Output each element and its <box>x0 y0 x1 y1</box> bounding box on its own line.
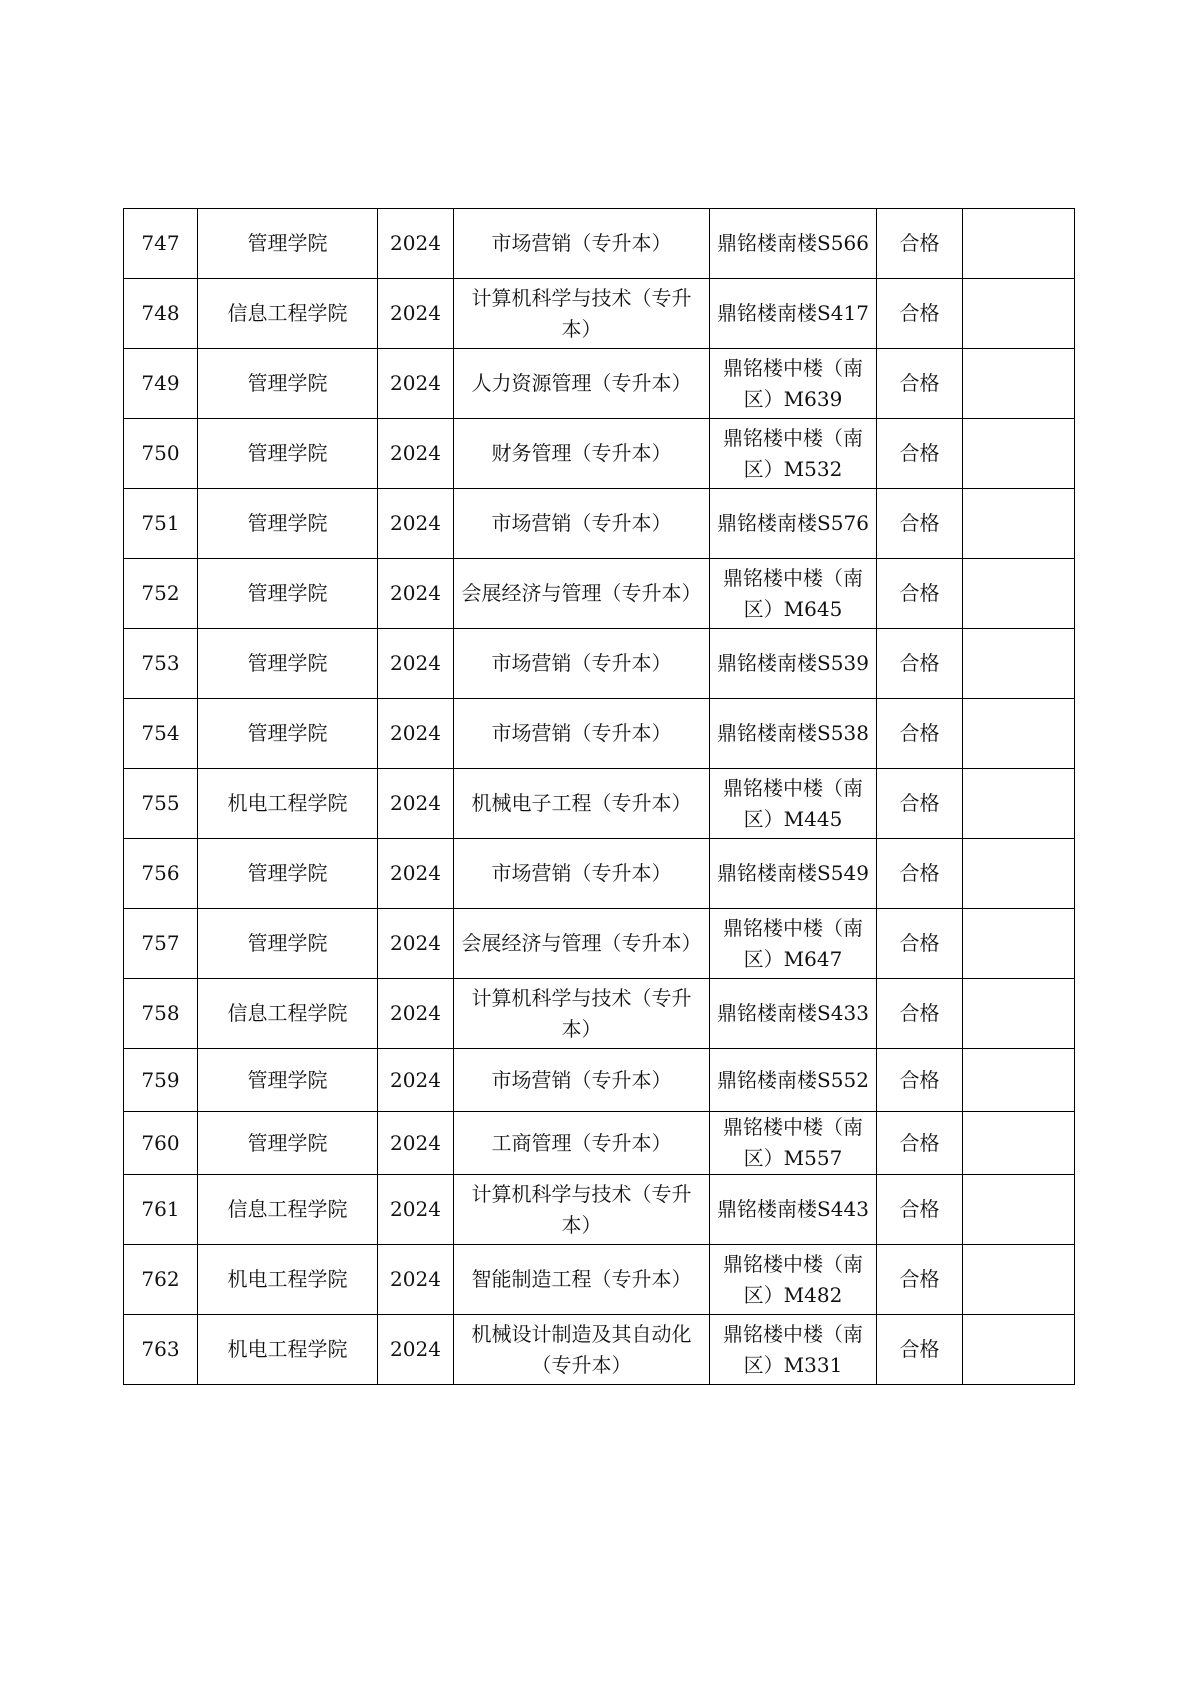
table-row <box>124 979 1075 1049</box>
cell-year: 2024 <box>378 1049 454 1112</box>
cell-room: 鼎铭楼中楼（南区）M645 <box>710 559 877 629</box>
cell-room: 鼎铭楼南楼S539 <box>710 629 877 699</box>
cell-college: 管理学院 <box>198 629 378 699</box>
table-row <box>124 489 1075 559</box>
table-row <box>124 1175 1075 1245</box>
cell-room: 鼎铭楼南楼S443 <box>710 1175 877 1245</box>
table-row <box>124 559 1075 629</box>
cell-major: 智能制造工程（专升本） <box>454 1245 710 1315</box>
cell-college: 管理学院 <box>198 559 378 629</box>
cell-note <box>963 419 1075 489</box>
cell-note <box>963 629 1075 699</box>
table-row <box>124 699 1075 769</box>
cell-note <box>963 559 1075 629</box>
cell-year: 2024 <box>378 349 454 419</box>
cell-number: 750 <box>124 419 198 489</box>
cell-result: 合格 <box>877 419 963 489</box>
cell-major: 市场营销（专升本） <box>454 699 710 769</box>
cell-note <box>963 1049 1075 1112</box>
cell-number: 762 <box>124 1245 198 1315</box>
cell-room: 鼎铭楼南楼S417 <box>710 279 877 349</box>
cell-result: 合格 <box>877 1112 963 1175</box>
cell-note <box>963 279 1075 349</box>
cell-number: 756 <box>124 839 198 909</box>
cell-room: 鼎铭楼中楼（南区）M331 <box>710 1315 877 1385</box>
cell-major: 市场营销（专升本） <box>454 209 710 279</box>
cell-major: 机械设计制造及其自动化（专升本） <box>454 1315 710 1385</box>
cell-year: 2024 <box>378 1245 454 1315</box>
cell-number: 757 <box>124 909 198 979</box>
cell-number: 763 <box>124 1315 198 1385</box>
cell-note <box>963 979 1075 1049</box>
cell-result: 合格 <box>877 1245 963 1315</box>
cell-major: 市场营销（专升本） <box>454 629 710 699</box>
cell-room: 鼎铭楼中楼（南区）M532 <box>710 419 877 489</box>
cell-college: 管理学院 <box>198 209 378 279</box>
table-row <box>124 419 1075 489</box>
table-row <box>124 1112 1075 1175</box>
cell-college: 管理学院 <box>198 909 378 979</box>
cell-college: 管理学院 <box>198 1112 378 1175</box>
cell-college: 管理学院 <box>198 699 378 769</box>
cell-note <box>963 209 1075 279</box>
cell-number: 749 <box>124 349 198 419</box>
cell-note <box>963 909 1075 979</box>
cell-year: 2024 <box>378 1175 454 1245</box>
cell-year: 2024 <box>378 419 454 489</box>
cell-number: 761 <box>124 1175 198 1245</box>
cell-number: 752 <box>124 559 198 629</box>
cell-major: 计算机科学与技术（专升本） <box>454 279 710 349</box>
cell-room: 鼎铭楼南楼S566 <box>710 209 877 279</box>
cell-major: 计算机科学与技术（专升本） <box>454 979 710 1049</box>
cell-college: 信息工程学院 <box>198 1175 378 1245</box>
cell-result: 合格 <box>877 209 963 279</box>
cell-major: 会展经济与管理（专升本） <box>454 909 710 979</box>
cell-year: 2024 <box>378 699 454 769</box>
cell-year: 2024 <box>378 209 454 279</box>
cell-room: 鼎铭楼南楼S552 <box>710 1049 877 1112</box>
cell-result: 合格 <box>877 909 963 979</box>
cell-year: 2024 <box>378 1315 454 1385</box>
table-row <box>124 629 1075 699</box>
cell-college: 管理学院 <box>198 1049 378 1112</box>
cell-result: 合格 <box>877 349 963 419</box>
cell-college: 信息工程学院 <box>198 279 378 349</box>
cell-result: 合格 <box>877 1315 963 1385</box>
cell-note <box>963 1112 1075 1175</box>
cell-note <box>963 839 1075 909</box>
cell-major: 机械电子工程（专升本） <box>454 769 710 839</box>
cell-number: 753 <box>124 629 198 699</box>
cell-number: 759 <box>124 1049 198 1112</box>
cell-room: 鼎铭楼南楼S549 <box>710 839 877 909</box>
cell-result: 合格 <box>877 1049 963 1112</box>
table-row <box>124 839 1075 909</box>
cell-result: 合格 <box>877 769 963 839</box>
cell-college: 机电工程学院 <box>198 769 378 839</box>
cell-year: 2024 <box>378 909 454 979</box>
cell-number: 747 <box>124 209 198 279</box>
cell-major: 工商管理（专升本） <box>454 1112 710 1175</box>
cell-room: 鼎铭楼中楼（南区）M557 <box>710 1112 877 1175</box>
cell-year: 2024 <box>378 629 454 699</box>
student-record-table <box>123 208 1075 1385</box>
cell-college: 管理学院 <box>198 419 378 489</box>
cell-note <box>963 699 1075 769</box>
cell-result: 合格 <box>877 839 963 909</box>
cell-year: 2024 <box>378 1112 454 1175</box>
cell-college: 机电工程学院 <box>198 1245 378 1315</box>
cell-number: 751 <box>124 489 198 559</box>
cell-major: 市场营销（专升本） <box>454 1049 710 1112</box>
cell-note <box>963 1245 1075 1315</box>
cell-room: 鼎铭楼南楼S576 <box>710 489 877 559</box>
cell-college: 管理学院 <box>198 489 378 559</box>
cell-result: 合格 <box>877 489 963 559</box>
cell-major: 市场营销（专升本） <box>454 489 710 559</box>
cell-year: 2024 <box>378 559 454 629</box>
cell-room: 鼎铭楼中楼（南区）M445 <box>710 769 877 839</box>
table-row <box>124 1245 1075 1315</box>
cell-result: 合格 <box>877 629 963 699</box>
table-row <box>124 279 1075 349</box>
cell-room: 鼎铭楼南楼S538 <box>710 699 877 769</box>
cell-number: 755 <box>124 769 198 839</box>
cell-note <box>963 769 1075 839</box>
cell-major: 会展经济与管理（专升本） <box>454 559 710 629</box>
table-row <box>124 1315 1075 1385</box>
cell-room: 鼎铭楼中楼（南区）M639 <box>710 349 877 419</box>
table-row <box>124 769 1075 839</box>
cell-note <box>963 349 1075 419</box>
cell-year: 2024 <box>378 979 454 1049</box>
cell-college: 机电工程学院 <box>198 1315 378 1385</box>
cell-major: 财务管理（专升本） <box>454 419 710 489</box>
cell-number: 748 <box>124 279 198 349</box>
cell-year: 2024 <box>378 279 454 349</box>
table-row <box>124 349 1075 419</box>
cell-year: 2024 <box>378 839 454 909</box>
cell-college: 信息工程学院 <box>198 979 378 1049</box>
cell-college: 管理学院 <box>198 349 378 419</box>
cell-result: 合格 <box>877 279 963 349</box>
cell-room: 鼎铭楼中楼（南区）M482 <box>710 1245 877 1315</box>
cell-room: 鼎铭楼南楼S433 <box>710 979 877 1049</box>
cell-result: 合格 <box>877 559 963 629</box>
cell-year: 2024 <box>378 489 454 559</box>
table-row <box>124 909 1075 979</box>
cell-note <box>963 1315 1075 1385</box>
cell-major: 人力资源管理（专升本） <box>454 349 710 419</box>
cell-major: 市场营销（专升本） <box>454 839 710 909</box>
cell-number: 754 <box>124 699 198 769</box>
cell-major: 计算机科学与技术（专升本） <box>454 1175 710 1245</box>
cell-room: 鼎铭楼中楼（南区）M647 <box>710 909 877 979</box>
cell-college: 管理学院 <box>198 839 378 909</box>
cell-result: 合格 <box>877 1175 963 1245</box>
cell-number: 760 <box>124 1112 198 1175</box>
cell-year: 2024 <box>378 769 454 839</box>
cell-note <box>963 1175 1075 1245</box>
cell-note <box>963 489 1075 559</box>
table-row <box>124 1049 1075 1112</box>
cell-number: 758 <box>124 979 198 1049</box>
cell-result: 合格 <box>877 699 963 769</box>
cell-result: 合格 <box>877 979 963 1049</box>
table-row <box>124 209 1075 279</box>
table-body <box>124 209 1075 1385</box>
